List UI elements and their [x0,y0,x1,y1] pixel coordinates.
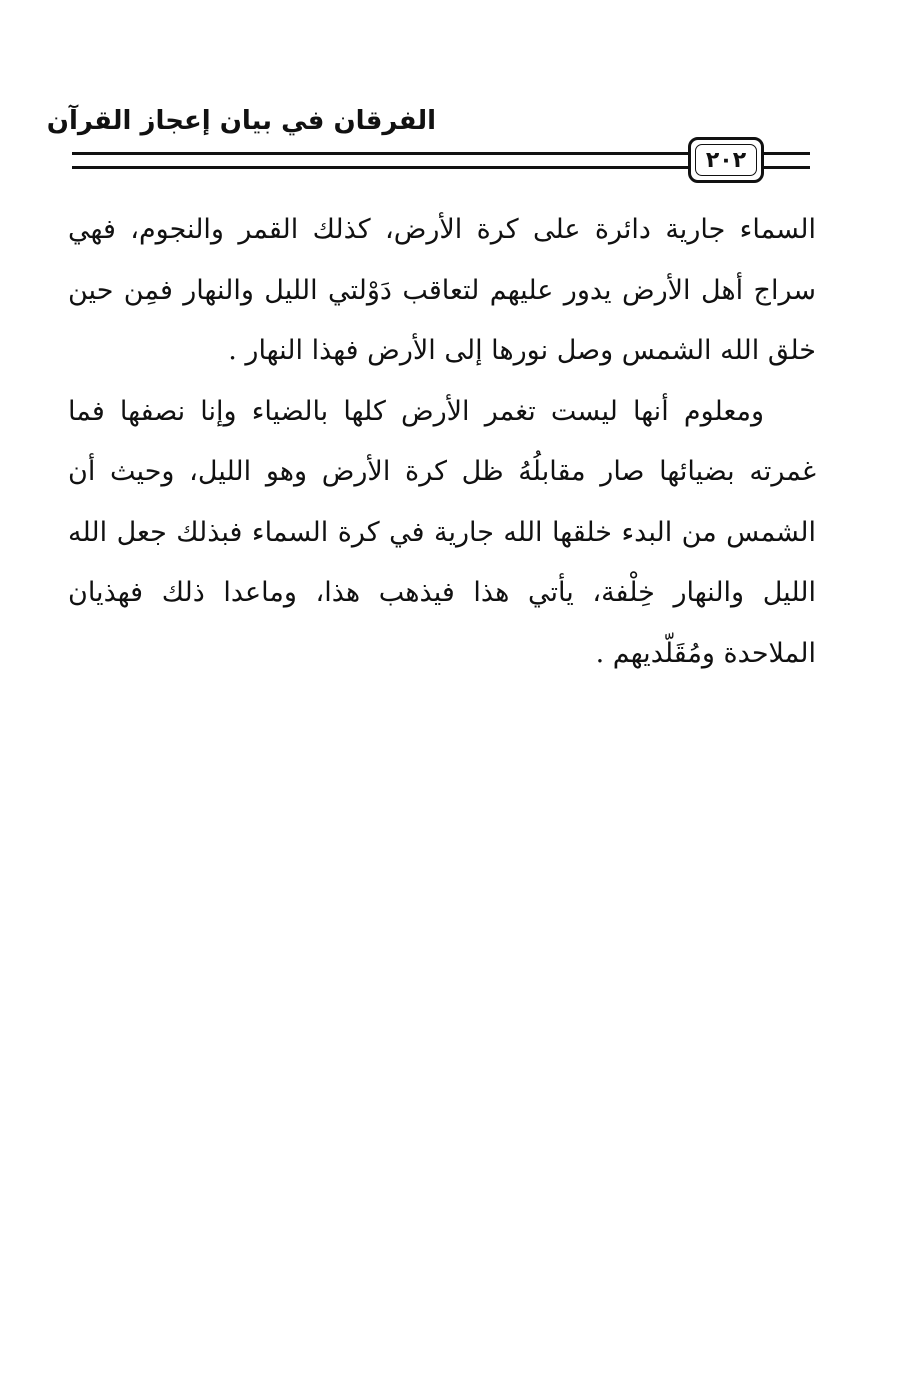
paragraph-2: ومعلوم أنها ليست تغمر الأرض كلها بالضياء وإنا نصفها فما غمرته بضيائها صار مقابلُهُ ظل كرة الأرض وهو الليل، وحيث أن الشمس من البدء خلقها الله جارية في كرة السماء فبذلك جعل الله الليل والنهار خِلْفة، يأتي هذا فيذهب هذا، وماعدا ذلك فهذيان الملاحدة ومُقَلّديهم . [68,395,816,669]
paragraph-1: السماء جارية دائرة على كرة الأرض، كذلك القمر والنجوم، فهي سراج أهل الأرض يدور عليهم لتعاقب دَوْلتي الليل والنهار فمِن حين خلق الله الشمس وصل نورها إلى الأرض فهذا النهار . [68,214,816,366]
header-rule-lower [72,166,692,169]
running-title: الفرقان في بيان إعجاز القرآن [46,106,436,136]
page-number-frame [688,137,764,183]
header-rule-upper-right [760,152,810,155]
body-text [68,200,816,684]
page-number: ٢٠٢ [695,144,757,176]
header-rule-upper [72,152,692,155]
header-rule-lower-right [760,166,810,169]
